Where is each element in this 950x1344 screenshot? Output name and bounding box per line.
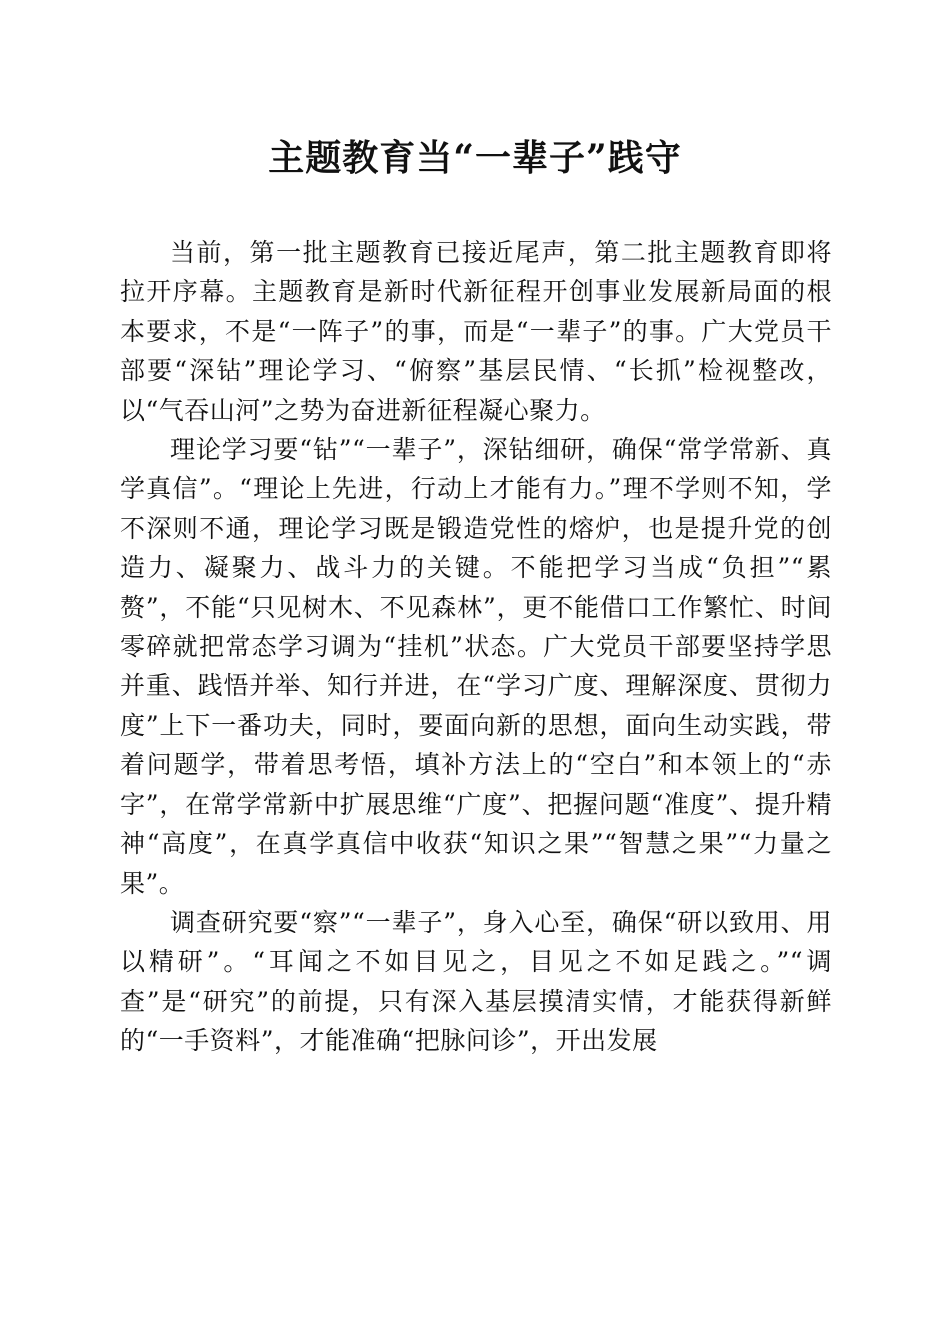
document-body	[120, 233, 832, 1061]
document-title: 主题教育当“一辈子”践守	[268, 137, 682, 179]
paragraph-2: 理论学习要“钻”“一辈子”，深钻细研，确保“常学常新、真学真信”。“理论上先进，行动上才能有力。”理不学则不知，学不深则不通，理论学习既是锻造党性的熔炉，也是提升党的创造力、凝聚力、战斗力的关键。不能把学习当成“负担”“累赘”，不能“只见树木、不见森林”，更不能借口工作繁忙、时间零碎就把常态学习调为“挂机”状态。广大党员干部要坚持学思并重、践悟并举、知行并进，在“学习广度、理解深度、贯彻力度”上下一番功夫，同时，要面向新的思想，面向生动实践，带着问题学，带着思考悟，填补方法上的“空白”和本领上的“赤字”，在常学常新中扩展思维“广度”、把握问题“准度”、提升精神“高度”，在真学真信中收获“知识之果”“智慧之果”“力量之果”。	[120, 435, 832, 898]
paragraph-3: 调查研究要“察”“一辈子”，身入心至，确保“研以致用、用以精研”。“耳闻之不如目见之，目见之不如足践之。”“调查”是“研究”的前提，只有深入基层摸清实情，才能获得新鲜的“一手资料”，才能准确“把脉问诊”，开出发展	[120, 907, 832, 1056]
paragraph-1: 当前，第一批主题教育已接近尾声，第二批主题教育即将拉开序幕。主题教育是新时代新征程开创事业发展新局面的根本要求，不是“一阵子”的事，而是“一辈子”的事。广大党员干部要“深钻”理论学习、“俯察”基层民情、“长抓”检视整改，以“气吞山河”之势为奋进新征程凝心聚力。	[120, 238, 832, 425]
